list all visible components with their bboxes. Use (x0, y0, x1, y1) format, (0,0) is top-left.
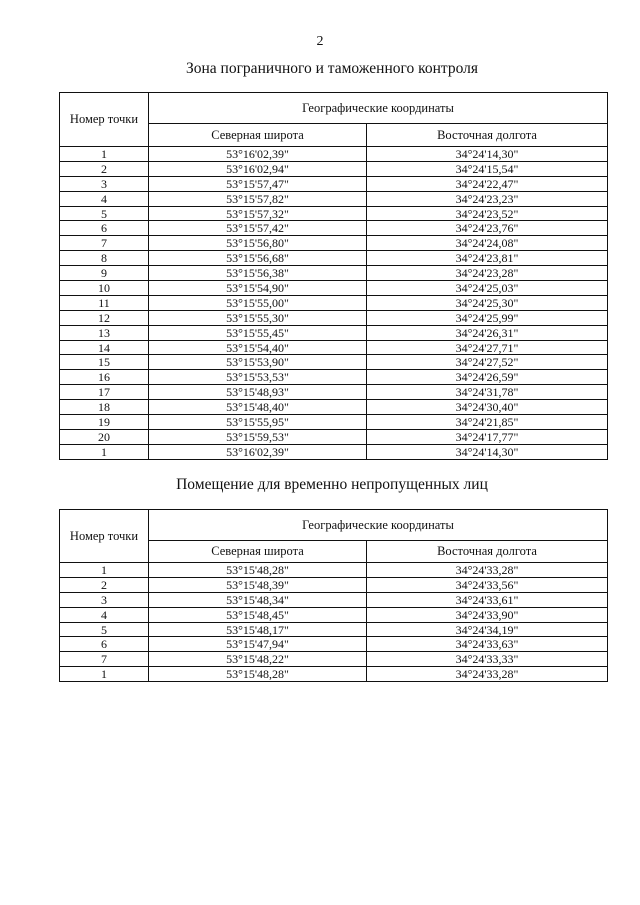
point-number-cell: 13 (60, 325, 149, 340)
table-row (60, 385, 608, 400)
point-number-cell: 2 (60, 577, 149, 592)
section-title-detention-room: Помещение для временно непропущенных лиц (176, 476, 488, 493)
latitude-cell: 53°15'54,40" (149, 340, 367, 355)
latitude-cell: 53°15'48,28" (149, 563, 367, 578)
table-row (60, 176, 608, 191)
table-row (60, 251, 608, 266)
coordinates-table-border-control-zone (59, 92, 608, 460)
longitude-cell: 34°24'26,59" (367, 370, 608, 385)
header-east-longitude: Восточная долгота (367, 124, 608, 147)
table-row (60, 622, 608, 637)
longitude-cell: 34°24'33,63" (367, 637, 608, 652)
longitude-cell: 34°24'25,99" (367, 310, 608, 325)
point-number-cell: 17 (60, 385, 149, 400)
longitude-cell: 34°24'14,30" (367, 444, 608, 459)
latitude-cell: 53°15'53,53" (149, 370, 367, 385)
latitude-cell: 53°15'55,95" (149, 415, 367, 430)
header-geo-coordinates: Географические координаты (149, 93, 608, 124)
latitude-cell: 53°15'48,34" (149, 592, 367, 607)
header-east-longitude: Восточная долгота (367, 541, 608, 563)
table-row (60, 161, 608, 176)
point-number-cell: 4 (60, 191, 149, 206)
point-number-cell: 16 (60, 370, 149, 385)
coordinates-table-detention-room (59, 509, 608, 682)
table-row (60, 340, 608, 355)
table-row (60, 370, 608, 385)
table-row (60, 355, 608, 370)
longitude-cell: 34°24'21,85" (367, 415, 608, 430)
table-row (60, 444, 608, 459)
point-number-cell: 3 (60, 592, 149, 607)
longitude-cell: 34°24'14,30" (367, 147, 608, 162)
longitude-cell: 34°24'31,78" (367, 385, 608, 400)
longitude-cell: 34°24'23,76" (367, 221, 608, 236)
latitude-cell: 53°15'57,32" (149, 206, 367, 221)
point-number-cell: 6 (60, 221, 149, 236)
longitude-cell: 34°24'33,28" (367, 667, 608, 682)
table-row (60, 295, 608, 310)
table-row (60, 221, 608, 236)
point-number-cell: 7 (60, 236, 149, 251)
point-number-cell: 7 (60, 652, 149, 667)
longitude-cell: 34°24'33,28" (367, 563, 608, 578)
latitude-cell: 53°15'48,40" (149, 400, 367, 415)
point-number-cell: 18 (60, 400, 149, 415)
table-row (60, 415, 608, 430)
latitude-cell: 53°15'56,80" (149, 236, 367, 251)
table-row (60, 577, 608, 592)
table-row (60, 310, 608, 325)
longitude-cell: 34°24'33,90" (367, 607, 608, 622)
latitude-cell: 53°15'59,53" (149, 429, 367, 444)
longitude-cell: 34°24'33,61" (367, 592, 608, 607)
longitude-cell: 34°24'23,52" (367, 206, 608, 221)
header-north-latitude: Северная широта (149, 124, 367, 147)
point-number-cell: 15 (60, 355, 149, 370)
longitude-cell: 34°24'15,54" (367, 161, 608, 176)
table-row (60, 147, 608, 162)
point-number-cell: 4 (60, 607, 149, 622)
table-row (60, 206, 608, 221)
header-north-latitude: Северная широта (149, 541, 367, 563)
longitude-cell: 34°24'24,08" (367, 236, 608, 251)
table-row (60, 281, 608, 296)
latitude-cell: 53°16'02,39" (149, 147, 367, 162)
point-number-cell: 8 (60, 251, 149, 266)
latitude-cell: 53°15'56,38" (149, 266, 367, 281)
latitude-cell: 53°15'48,45" (149, 607, 367, 622)
point-number-cell: 5 (60, 206, 149, 221)
latitude-cell: 53°15'53,90" (149, 355, 367, 370)
latitude-cell: 53°15'48,93" (149, 385, 367, 400)
header-point-number: Номер точки (60, 510, 149, 563)
latitude-cell: 53°15'48,39" (149, 577, 367, 592)
longitude-cell: 34°24'27,52" (367, 355, 608, 370)
table-row (60, 592, 608, 607)
section-title-border-control-zone: Зона пограничного и таможенного контроля (185, 60, 479, 77)
point-number-cell: 2 (60, 161, 149, 176)
longitude-cell: 34°24'25,30" (367, 295, 608, 310)
longitude-cell: 34°24'34,19" (367, 622, 608, 637)
latitude-cell: 53°15'55,30" (149, 310, 367, 325)
latitude-cell: 53°15'54,90" (149, 281, 367, 296)
point-number-cell: 11 (60, 295, 149, 310)
latitude-cell: 53°15'57,47" (149, 176, 367, 191)
point-number-cell: 12 (60, 310, 149, 325)
table-row (60, 667, 608, 682)
latitude-cell: 53°15'56,68" (149, 251, 367, 266)
latitude-cell: 53°16'02,94" (149, 161, 367, 176)
latitude-cell: 53°15'47,94" (149, 637, 367, 652)
point-number-cell: 3 (60, 176, 149, 191)
longitude-cell: 34°24'26,31" (367, 325, 608, 340)
point-number-cell: 20 (60, 429, 149, 444)
latitude-cell: 53°15'57,82" (149, 191, 367, 206)
longitude-cell: 34°24'23,81" (367, 251, 608, 266)
longitude-cell: 34°24'17,77" (367, 429, 608, 444)
table-row (60, 236, 608, 251)
point-number-cell: 6 (60, 637, 149, 652)
latitude-cell: 53°15'55,45" (149, 325, 367, 340)
table-row (60, 429, 608, 444)
latitude-cell: 53°15'48,28" (149, 667, 367, 682)
table-row (60, 563, 608, 578)
table-row (60, 191, 608, 206)
point-number-cell: 1 (60, 667, 149, 682)
table-body (60, 563, 608, 682)
page-number: 2 (316, 34, 324, 49)
header-geo-coordinates: Географические координаты (149, 510, 608, 541)
table-row (60, 652, 608, 667)
table-row (60, 400, 608, 415)
longitude-cell: 34°24'25,03" (367, 281, 608, 296)
longitude-cell: 34°24'30,40" (367, 400, 608, 415)
longitude-cell: 34°24'27,71" (367, 340, 608, 355)
latitude-cell: 53°15'48,17" (149, 622, 367, 637)
longitude-cell: 34°24'23,23" (367, 191, 608, 206)
table-body (60, 147, 608, 460)
longitude-cell: 34°24'33,56" (367, 577, 608, 592)
longitude-cell: 34°24'22,47" (367, 176, 608, 191)
point-number-cell: 10 (60, 281, 149, 296)
latitude-cell: 53°15'55,00" (149, 295, 367, 310)
longitude-cell: 34°24'23,28" (367, 266, 608, 281)
point-number-cell: 1 (60, 444, 149, 459)
table-row (60, 325, 608, 340)
table-row (60, 637, 608, 652)
table-row (60, 607, 608, 622)
point-number-cell: 1 (60, 147, 149, 162)
longitude-cell: 34°24'33,33" (367, 652, 608, 667)
latitude-cell: 53°16'02,39" (149, 444, 367, 459)
point-number-cell: 1 (60, 563, 149, 578)
table-row (60, 266, 608, 281)
latitude-cell: 53°15'48,22" (149, 652, 367, 667)
header-point-number: Номер точки (60, 93, 149, 147)
point-number-cell: 9 (60, 266, 149, 281)
point-number-cell: 5 (60, 622, 149, 637)
point-number-cell: 19 (60, 415, 149, 430)
point-number-cell: 14 (60, 340, 149, 355)
latitude-cell: 53°15'57,42" (149, 221, 367, 236)
